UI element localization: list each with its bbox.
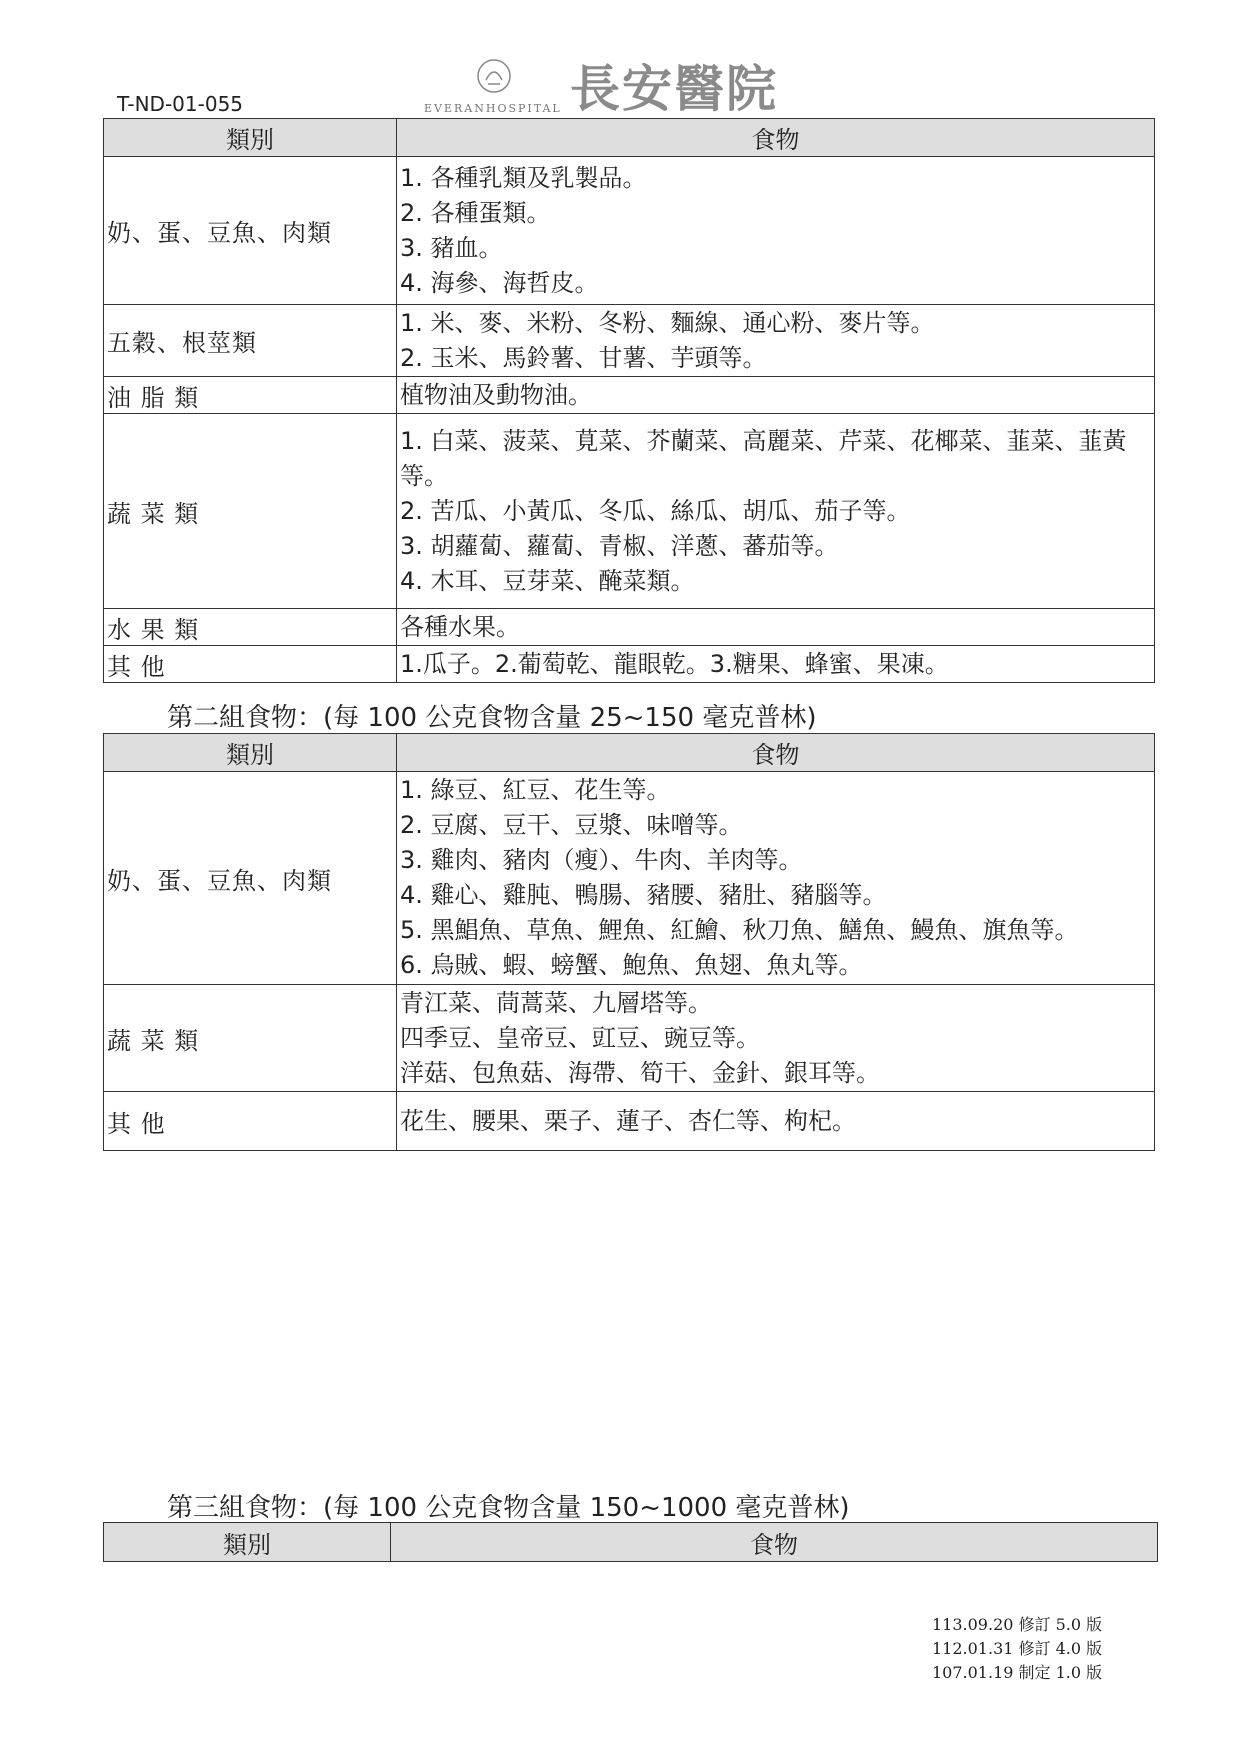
food-item: 4. 木耳、豆芽菜、醃菜類。 — [400, 566, 695, 595]
food-item: 1. 各種乳類及乳製品。 — [400, 163, 647, 192]
table-row — [104, 414, 1155, 609]
food-item: 2. 玉米、馬鈴薯、甘薯、芋頭等。 — [400, 343, 767, 372]
header-food: 食物 — [391, 1523, 1158, 1562]
table-row — [104, 985, 1155, 1092]
food-item: 6. 烏賊、蝦、螃蟹、鮑魚、魚翅、魚丸等。 — [400, 951, 863, 979]
food-item: 1. 綠豆、紅豆、花生等。 — [400, 776, 671, 804]
food-item: 3. 雞肉、豬肉（瘦）、牛肉、羊肉等。 — [400, 846, 803, 874]
hospital-emblem-icon — [476, 58, 512, 94]
food-item: 1.瓜子。2.葡萄乾、龍眼乾。3.糖果、蜂蜜、果凍。 — [400, 649, 949, 678]
food-item: 各種水果。 — [400, 612, 520, 641]
food-item: 3. 豬血。 — [400, 233, 503, 262]
header-category: 類別 — [104, 1523, 391, 1562]
food-item: 4. 海參、海哲皮。 — [400, 268, 599, 297]
document-code: T-ND-01-055 — [117, 92, 244, 116]
food-item: 洋菇、包魚菇、海帶、筍干、金針、銀耳等。 — [400, 1058, 880, 1087]
category-cell: 油 脂 類 — [104, 377, 397, 414]
group3-food-table — [103, 1522, 1158, 1562]
header-category: 類別 — [104, 119, 397, 157]
category-cell: 其 他 — [104, 646, 397, 683]
food-item: 四季豆、皇帝豆、豇豆、豌豆等。 — [400, 1023, 760, 1052]
food-cell — [397, 772, 1155, 985]
food-cell — [397, 985, 1155, 1092]
food-item: 5. 黑鯧魚、草魚、鯉魚、紅鱠、秋刀魚、鱔魚、鰻魚、旗魚等。 — [400, 916, 1079, 944]
food-cell — [397, 414, 1155, 609]
header-food: 食物 — [397, 119, 1155, 157]
category-cell: 蔬 菜 類 — [104, 414, 397, 609]
food-item: 2. 苦瓜、小黃瓜、冬瓜、絲瓜、胡瓜、茄子等。 — [400, 496, 911, 525]
revision-line: 112.01.31 修訂 4.0 版 — [932, 1639, 1103, 1658]
food-cell — [397, 646, 1155, 683]
table-header-row — [104, 119, 1155, 157]
group2-title: 第二組食物：(每 100 公克食物含量 25~150 毫克普林) — [167, 703, 817, 733]
hospital-logo — [424, 58, 824, 120]
food-item: 4. 雞心、雞肫、鴨腸、豬腰、豬肚、豬腦等。 — [400, 881, 887, 909]
table-row — [104, 772, 1155, 985]
category-cell: 水 果 類 — [104, 609, 397, 646]
category-cell: 奶、蛋、豆魚、肉類 — [104, 772, 397, 985]
food-item: 花生、腰果、栗子、蓮子、杏仁等、枸杞。 — [400, 1106, 856, 1135]
table-header-row — [104, 734, 1155, 772]
food-cell — [397, 305, 1155, 377]
header-food: 食物 — [397, 734, 1155, 772]
table-row — [104, 1092, 1155, 1151]
revision-history — [932, 1613, 1102, 1685]
table-row — [104, 305, 1155, 377]
table-row — [104, 646, 1155, 683]
revision-line: 113.09.20 修訂 5.0 版 — [932, 1615, 1103, 1634]
category-cell: 其 他 — [104, 1092, 397, 1151]
food-item: 1. 白菜、菠菜、莧菜、芥蘭菜、高麗菜、芹菜、花椰菜、韮菜、韮黃等。 — [400, 426, 1127, 490]
revision-line: 107.01.19 制定 1.0 版 — [932, 1663, 1103, 1682]
food-cell — [397, 1092, 1155, 1151]
table-header-row — [104, 1523, 1158, 1562]
table-row — [104, 157, 1155, 305]
food-item: 3. 胡蘿蔔、蘿蔔、青椒、洋蔥、蕃茄等。 — [400, 531, 839, 560]
group3-title: 第三組食物：(每 100 公克食物含量 150~1000 毫克普林) — [167, 1493, 850, 1523]
category-cell: 奶、蛋、豆魚、肉類 — [104, 157, 397, 305]
logo-english-name: EVERANHOSPITAL — [424, 102, 562, 115]
food-cell — [397, 609, 1155, 646]
food-item: 2. 豆腐、豆干、豆漿、味噌等。 — [400, 811, 743, 839]
food-item: 青江菜、茼蒿菜、九層塔等。 — [400, 988, 712, 1017]
logo-chinese-name: 長安醫院 — [570, 60, 778, 118]
table-row — [104, 609, 1155, 646]
food-item: 2. 各種蛋類。 — [400, 198, 551, 227]
category-cell: 蔬 菜 類 — [104, 985, 397, 1092]
category-cell: 五穀、根莖類 — [104, 305, 397, 377]
food-item: 1. 米、麥、米粉、冬粉、麵線、通心粉、麥片等。 — [400, 308, 935, 337]
food-cell — [397, 377, 1155, 414]
group1-food-table — [103, 118, 1155, 683]
group2-food-table — [103, 733, 1155, 1151]
food-item: 植物油及動物油。 — [400, 380, 592, 409]
table-row — [104, 377, 1155, 414]
header-category: 類別 — [104, 734, 397, 772]
food-cell — [397, 157, 1155, 305]
